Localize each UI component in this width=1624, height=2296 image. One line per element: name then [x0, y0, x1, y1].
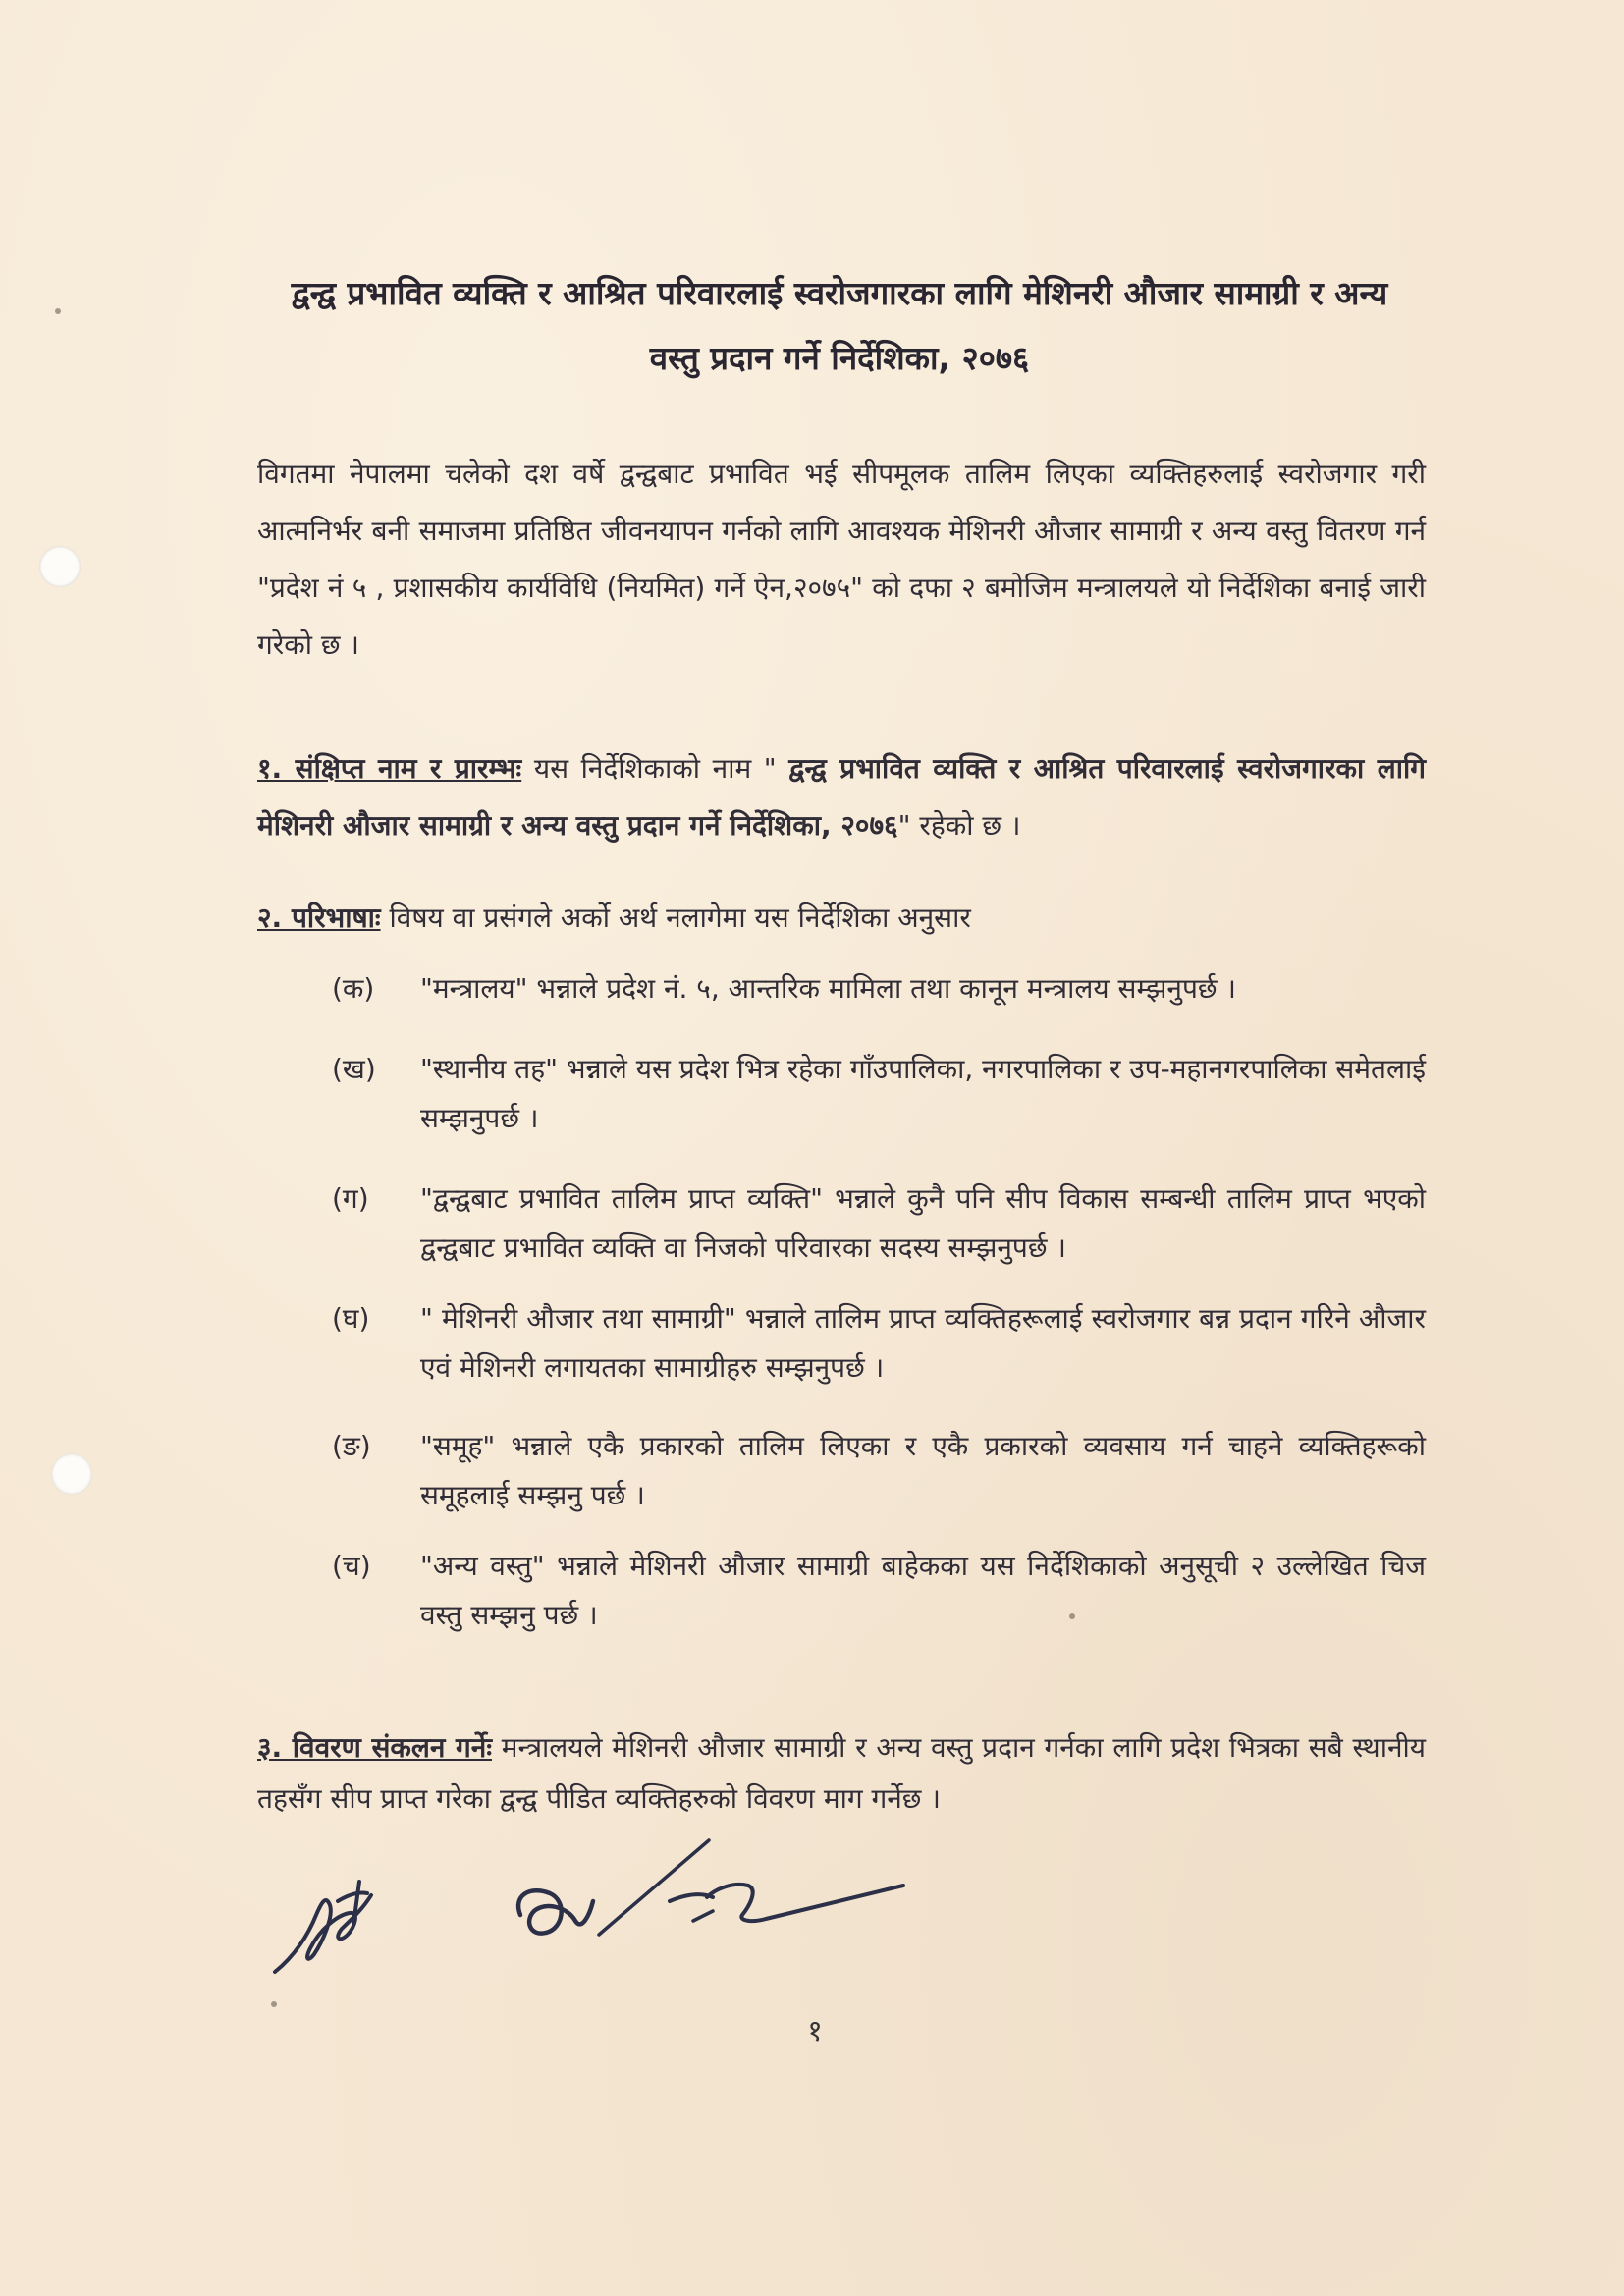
definition-marker: (ख) — [332, 1053, 376, 1085]
section-1 — [257, 740, 1426, 854]
section-2-heading: २. परिभाषाः — [257, 902, 381, 934]
definition-text: "द्वन्द्वबाट प्रभावित तालिम प्राप्त व्यक्ति" भन्नाले कुनै पनि सीप विकास सम्बन्धी तालिम प्राप्त भएको द्वन्द्वबाट प्रभावित व्यक्ति वा निजको परिवारका सदस्य सम्झनुपर्छ । — [420, 1182, 1426, 1264]
definition-item — [332, 1422, 1426, 1520]
section-3 — [257, 1722, 1426, 1825]
definition-marker: (ङ) — [332, 1430, 371, 1462]
preamble-paragraph: विगतमा नेपालमा चलेको दश वर्षे द्वन्द्वबाट प्रभावित भई सीपमूलक तालिम लिएका व्यक्तिहरुलाई स्वरोजगार गरी आत्मनिर्भर बनी समाजमा प्रतिष्ठित जीवनयापन गर्नको लागि आवश्यक मेशिनरी औजार सामाग्री र अन्य वस्तु वितरण गर्न "प्रदेश नं ५ , प्रशासकीय कार्यविधि (नियमित) गर्ने ऐन,२०७५" को दफा २ बमोजिम मन्त्रालयले यो निर्देशिका बनाई जारी गरेको छ । — [257, 458, 1426, 661]
definition-item — [332, 1045, 1426, 1143]
section-1-post: " रहेको छ । — [897, 809, 1021, 842]
definition-text: " मेशिनरी औजार तथा सामाग्री" भन्नाले तालिम प्राप्त व्यक्तिहरूलाई स्वरोजगार बन्न प्रदान गरिने औजार एवं मेशिनरी लगायतका सामाग्रीहरु सम्झनुपर्छ । — [420, 1302, 1426, 1384]
definition-text: "मन्त्रालय" भन्नाले प्रदेश नं. ५, आन्तरिक मामिला तथा कानून मन्त्रालय सम्झनुपर्छ । — [420, 972, 1236, 1005]
section-3-text: मन्त्रालयले मेशिनरी औजार सामाग्री र अन्य वस्तु प्रदान गर्नका लागि प्रदेश भित्रका सबै स्थानीय तहसँग सीप प्राप्त गरेका द्वन्द्व पीडित व्यक्तिहरुको विवरण माग गर्नेछ । — [257, 1731, 1426, 1815]
definition-text: "समूह" भन्नाले एकै प्रकारको तालिम लिएका र एकै प्रकारको व्यवसाय गर्न चाहने व्यक्तिहरूको समूहलाई सम्झनु पर्छ । — [420, 1430, 1426, 1511]
section-2-intro: विषय वा प्रसंगले अर्को अर्थ नलागेमा यस निर्देशिका अनुसार — [380, 902, 971, 934]
section-1-heading: १. संक्षिप्त नाम र प्रारम्भः — [257, 752, 522, 785]
definition-item — [332, 1294, 1426, 1393]
definition-marker: (च) — [332, 1550, 371, 1582]
signature-2 — [491, 1827, 943, 1964]
ink-speck — [271, 2001, 277, 2007]
title-line-2: वस्तु प्रदान गर्ने निर्देशिका, २०७६ — [649, 339, 1030, 377]
definition-marker: (ग) — [332, 1182, 369, 1215]
section-1-pre: यस निर्देशिकाको नाम " — [521, 752, 789, 785]
page-number: १ — [807, 2014, 823, 2049]
section-3-heading: ३. विवरण संकलन गर्नेः — [257, 1731, 492, 1764]
signature-1 — [265, 1866, 403, 1984]
section-1-name: द्वन्द्व प्रभावित व्यक्ति र आश्रित परिवारलाई स्वरोजगारका लागि मेशिनरी औजार सामाग्री र अन्य वस्तु प्रदान गर्ने निर्देशिका, २०७६ — [257, 752, 1426, 842]
punch-hole — [51, 1453, 92, 1495]
document-title — [236, 261, 1443, 391]
punch-hole — [39, 546, 81, 587]
definition-item — [332, 964, 1426, 1013]
definition-marker: (घ) — [332, 1302, 370, 1335]
definition-item — [332, 1542, 1426, 1640]
definition-marker: (क) — [332, 972, 375, 1005]
definition-text: "स्थानीय तह" भन्नाले यस प्रदेश भित्र रहेका गाँउपालिका, नगरपालिका र उप-महानगरपालिका समेतलाई सम्झनुपर्छ । — [420, 1053, 1426, 1134]
definition-text: "अन्य वस्तु" भन्नाले मेशिनरी औजार सामाग्री बाहेकका यस निर्देशिकाको अनुसूची २ उल्लेखित चिज वस्तु सम्झनु पर्छ । — [420, 1550, 1426, 1631]
ink-speck — [55, 308, 61, 314]
definition-item — [332, 1175, 1426, 1273]
title-line-1: द्वन्द्व प्रभावित व्यक्ति र आश्रित परिवारलाई स्वरोजगारका लागि मेशिनरी औजार सामाग्री र अन्य — [291, 274, 1388, 312]
section-2 — [257, 890, 1426, 947]
